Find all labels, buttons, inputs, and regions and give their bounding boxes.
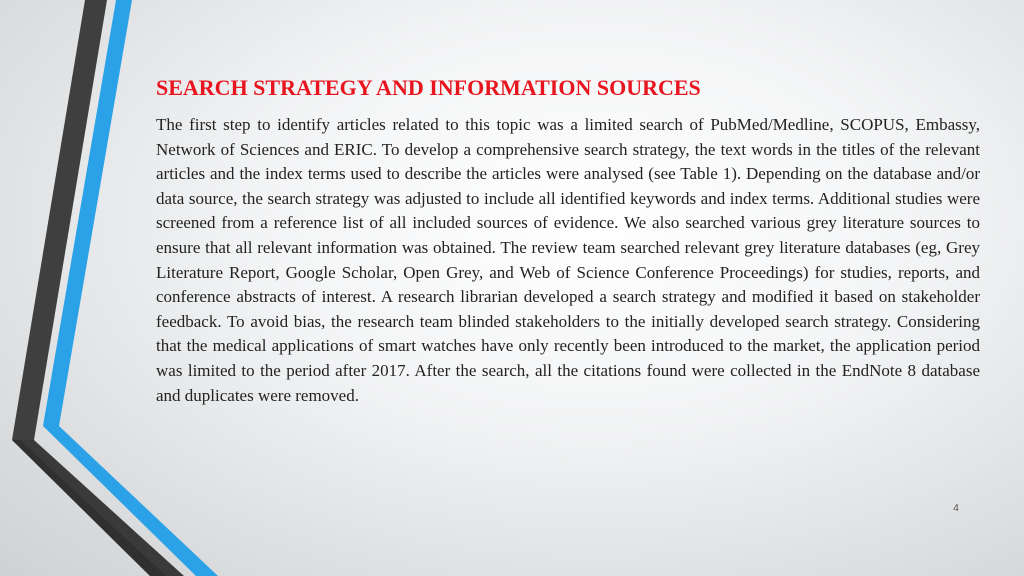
slide-title: SEARCH STRATEGY AND INFORMATION SOURCES [156,75,701,100]
page-number: 4 [953,503,959,514]
slide-body-text: The first step to identify articles related to this topic was a limited search of PubMed/Medline, SCOPUS, Embassy, Network of Sciences and ERIC. To develop a comprehensive search strategy, the text words in the titles of the relevant articles and the index terms used to describe the articles were analysed (see Table 1). Depending on the database and/or data source, the search strategy was adjusted to include all identified keywords and index terms. Additional studies were screened from a reference list of all included sources of evidence. We also searched various grey literature sources to ensure that all relevant information was obtained. The review team searched relevant grey literature databases (eg, Grey Literature Report, Google Scholar, Open Grey, and Web of Science Conference Proceedings) for studies, reports, and conference abstracts of interest. A research librarian developed a search strategy and modified it based on stakeholder feedback. To avoid bias, the research team blinded stakeholders to the initially developed search strategy. Considering that the medical applications of smart watches have only recently been introduced to the market, the application period was limited to the period after 2017. After the search, all the citations found were collected in the EndNote 8 database and duplicates were removed. [156,115,980,405]
